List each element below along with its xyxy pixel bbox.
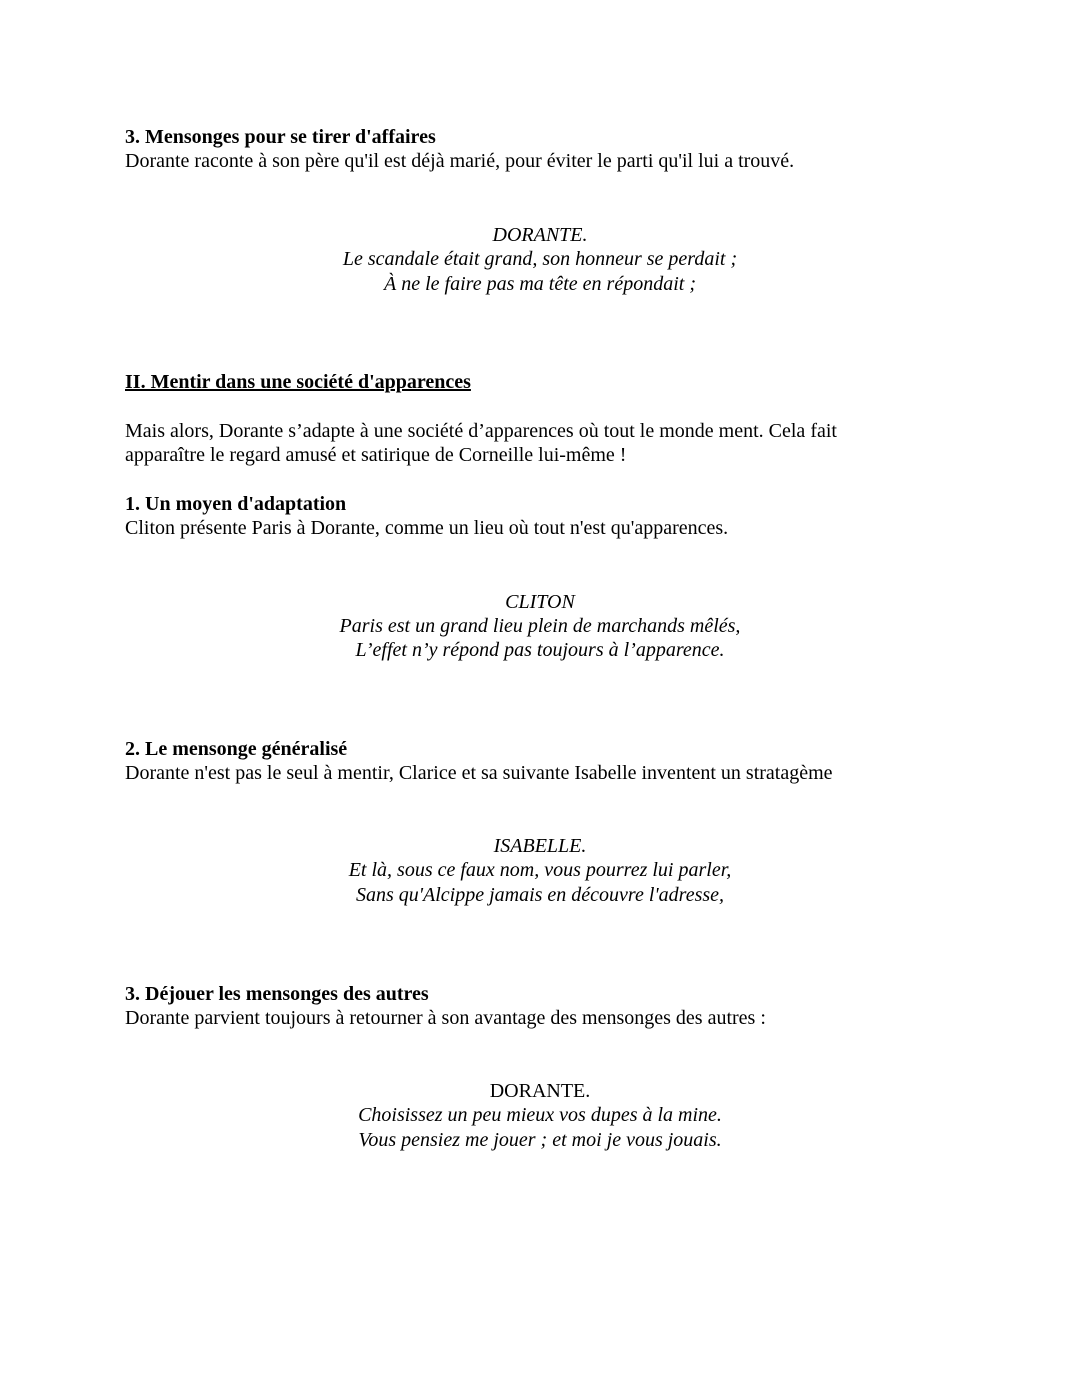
section-heading: 3. Mensonges pour se tirer d'affaires bbox=[125, 126, 436, 148]
quote-line: Sans qu'Alcippe jamais en découvre l'adresse, bbox=[355, 884, 725, 906]
quote-line: Et là, sous ce faux nom, vous pourrez lui parler, bbox=[348, 859, 732, 881]
part-title: II. Mentir dans une société d'apparences bbox=[125, 371, 471, 393]
quote-speaker: DORANTE. bbox=[492, 224, 588, 246]
quote-line: Le scandale était grand, son honneur se perdait ; bbox=[342, 248, 738, 270]
paragraph: Mais alors, Dorante s’adapte à une société d’apparences où tout le monde ment. Cela fait bbox=[125, 420, 837, 442]
section-heading: 2. Le mensonge généralisé bbox=[125, 738, 348, 760]
paragraph: Dorante raconte à son père qu'il est déjà marié, pour éviter le parti qu'il lui a trouvé. bbox=[125, 150, 795, 172]
paragraph: apparaître le regard amusé et satirique de Corneille lui-même ! bbox=[125, 444, 627, 466]
paragraph: Cliton présente Paris à Dorante, comme un lieu où tout n'est qu'apparences. bbox=[125, 517, 729, 539]
paragraph: Dorante parvient toujours à retourner à son avantage des mensonges des autres : bbox=[125, 1007, 766, 1029]
quote-line: L’effet n’y répond pas toujours à l’apparence. bbox=[355, 639, 725, 661]
quote-speaker: CLITON bbox=[505, 591, 575, 613]
quote-line: Paris est un grand lieu plein de marchands mêlés, bbox=[339, 615, 741, 637]
quote-speaker: DORANTE. bbox=[489, 1080, 591, 1102]
quote-line: Choisissez un peu mieux vos dupes à la mine. bbox=[358, 1104, 722, 1126]
quote-line: À ne le faire pas ma tête en répondait ; bbox=[384, 273, 696, 295]
section-heading: 1. Un moyen d'adaptation bbox=[125, 493, 347, 515]
section-heading: 3. Déjouer les mensonges des autres bbox=[125, 983, 429, 1005]
quote-speaker: ISABELLE. bbox=[493, 835, 587, 857]
paragraph: Dorante n'est pas le seul à mentir, Clarice et sa suivante Isabelle inventent un stratagème bbox=[125, 762, 833, 784]
quote-line: Vous pensiez me jouer ; et moi je vous jouais. bbox=[358, 1129, 722, 1151]
